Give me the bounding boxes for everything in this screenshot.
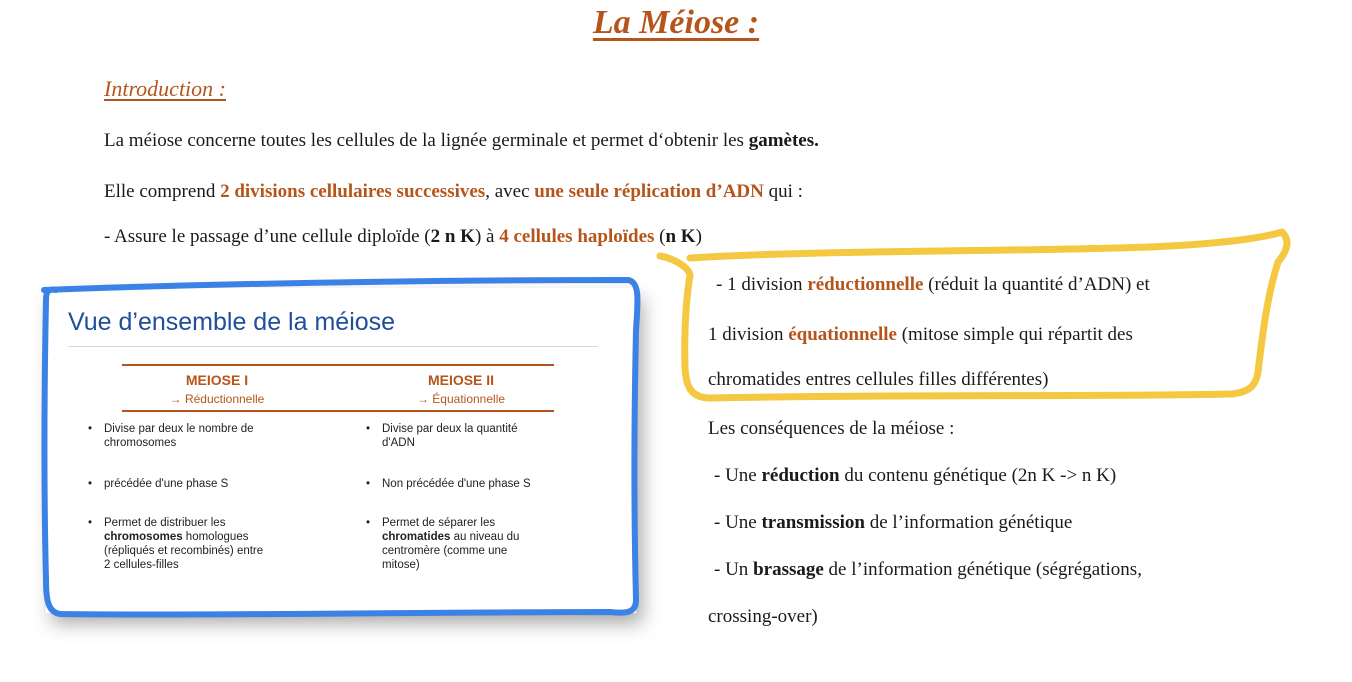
boxed-line-3: chromatides entres cellules filles différentes) [708, 369, 1049, 390]
col2-item-2: • Non précédée d'une phase S [366, 478, 531, 490]
consequence-3-continued: crossing-over) [708, 606, 818, 627]
table-top-rule [122, 364, 554, 366]
slide-title: Vue d’ensemble de la méiose [68, 308, 396, 336]
page-title: La Méiose : [592, 4, 760, 41]
meiosis-overview-slide [46, 288, 636, 613]
slide-divider [68, 346, 598, 347]
paragraph-divisions: Elle comprend 2 divisions cellulaires successives, avec une seule réplication d’ADN qui : [104, 181, 803, 202]
consequence-3: - Un brassage de l’information génétique (ségrégations, [714, 559, 1142, 580]
consequence-1: - Une réduction du contenu génétique (2n K -> n K) [714, 465, 1117, 486]
col1-heading: MEIOSE I [185, 372, 249, 388]
col1-item-1: • Divise par deux le nombre de chromosomes [88, 423, 254, 449]
paragraph-germinal: La méiose concerne toutes les cellules de la lignée germinale et permet d‘obtenir les gamètes. [104, 130, 819, 151]
col1-item-3: • Permet de distribuer les chromosomes homologues (répliqués et recombinés) entre 2 cellules-filles [88, 517, 264, 571]
col2-item-1: • Divise par deux la quantité d'ADN [366, 423, 518, 449]
col1-subheading: → Réductionnelle [169, 392, 265, 406]
table-header-rule [122, 410, 554, 412]
intro-heading: Introduction : [104, 76, 226, 101]
col2-heading: MEIOSE II [427, 372, 495, 388]
col2-item-3: • Permet de séparer les chromatides au niveau du centromère (comme une mitose) [366, 517, 520, 571]
consequences-heading: Les conséquences de la méiose : [708, 418, 955, 439]
boxed-line-1: - 1 division réductionnelle (réduit la quantité d’ADN) et [716, 274, 1150, 295]
col2-subheading: → Équationnelle [416, 392, 506, 406]
consequence-2: - Une transmission de l’information génétique [714, 512, 1073, 533]
col1-item-2: • précédée d'une phase S [88, 478, 229, 490]
paragraph-ploidy: - Assure le passage d’une cellule diploïde (2 n K) à 4 cellules haploïdes (n K) [104, 226, 702, 247]
boxed-line-2: 1 division équationnelle (mitose simple qui répartit des [708, 324, 1133, 345]
